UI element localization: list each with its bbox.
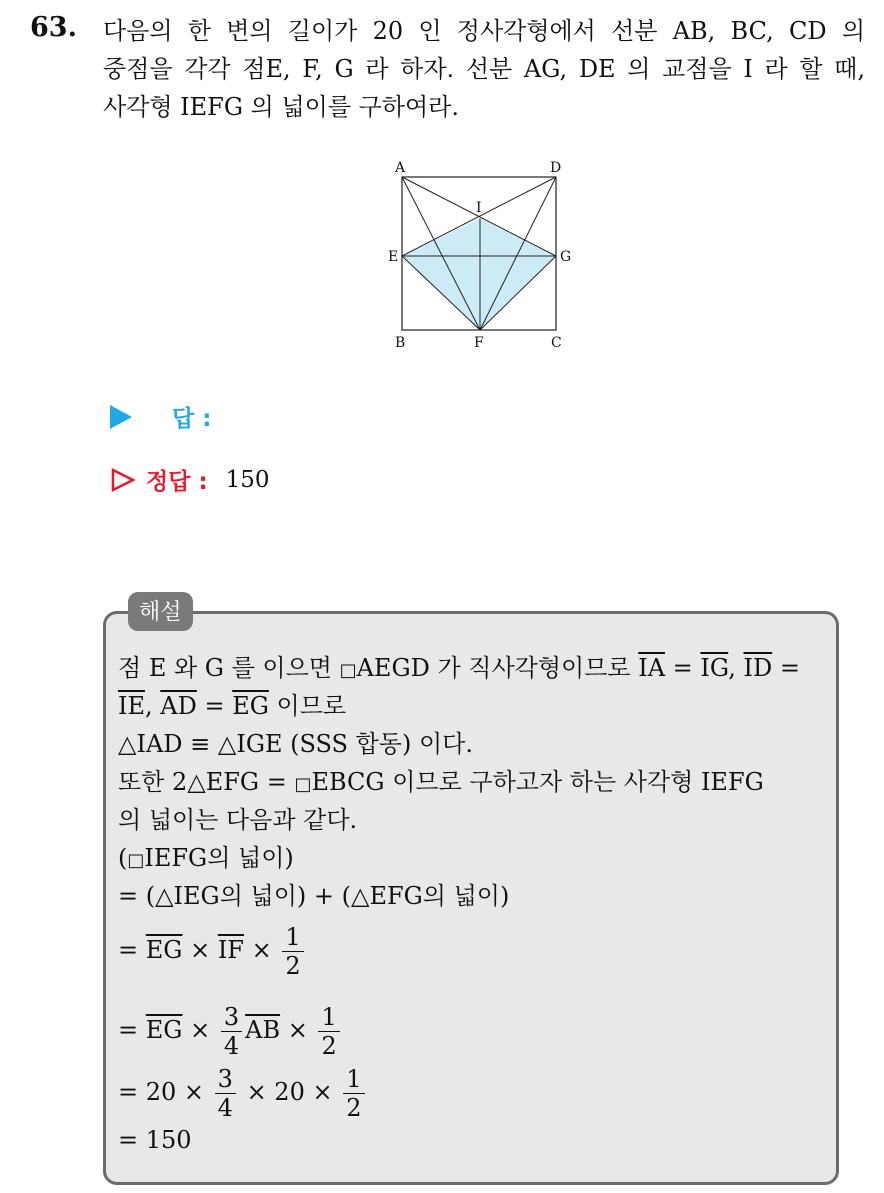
fraction-three-quarters: [221, 1003, 242, 1060]
answer-label: 답 :: [172, 406, 212, 432]
fraction-one-half: [318, 1003, 339, 1060]
solution-text: EBCG 이므로 구하고자 하는 사각형 IEFG: [311, 768, 764, 796]
square-symbol: □: [127, 850, 145, 871]
square-symbol: □: [339, 660, 357, 681]
solution-line-7: = (△IEG의 넓이) + (△EFG의 넓이): [118, 882, 510, 910]
solution-line-11: = 150: [118, 1126, 192, 1154]
fraction-one-half: [282, 923, 303, 980]
fraction-three-quarters: [215, 1065, 236, 1122]
label-f: F: [474, 335, 484, 351]
question-line-3: 사각형 IEFG 의 넓이를 구하여라.: [103, 93, 459, 121]
solution-line-2: [118, 686, 346, 721]
label-c: C: [551, 335, 562, 351]
segment-if: $\overline{IF}$: [217, 936, 244, 964]
solution-line-1: [118, 648, 800, 683]
segment-ab: $\overline{AB}$: [245, 1016, 281, 1044]
label-i: I: [476, 200, 482, 216]
solution-line-6: [118, 838, 294, 873]
segment-ia: $\overline{IA}$: [638, 654, 666, 682]
solution-text: IEFG의 넓이): [144, 844, 294, 872]
solution-line-9: [118, 1003, 343, 1060]
solution-tag: 해설: [128, 592, 193, 631]
solution-line-5: 의 넓이는 다음과 같다.: [118, 806, 358, 834]
solution-line-4: [118, 762, 764, 797]
label-b: B: [395, 335, 406, 351]
fraction-numerator: 1: [343, 1065, 364, 1094]
solution-text: 이므로: [268, 692, 347, 720]
play-triangle-icon: [110, 405, 132, 429]
fraction-numerator: 1: [282, 923, 303, 952]
fraction-one-half: [343, 1065, 364, 1122]
fraction-denominator: 2: [285, 952, 301, 980]
solution-text: ×: [182, 1016, 218, 1044]
segment-ad: $\overline{AD}$: [160, 692, 197, 720]
fraction-numerator: 3: [221, 1003, 242, 1032]
segment-ie: $\overline{IE}$: [118, 692, 145, 720]
fraction-denominator: 2: [321, 1032, 337, 1060]
solution-text: ,: [145, 692, 161, 720]
solution-text: =: [196, 692, 233, 720]
correct-answer-label: 정답 :: [146, 469, 208, 495]
answer-row: [110, 400, 229, 433]
solution-text: =: [772, 654, 800, 682]
solution-text: =: [665, 654, 701, 682]
fraction-denominator: 2: [346, 1094, 362, 1122]
solution-line-10: [118, 1065, 368, 1122]
fraction-numerator: 1: [318, 1003, 339, 1032]
solution-text: ,: [728, 654, 744, 682]
square-symbol: □: [294, 774, 312, 795]
solution-text: 또한 2△EFG =: [118, 768, 295, 796]
solution-text: 점 E 와 G 를 이으면: [118, 654, 340, 682]
correct-answer-value: 150: [225, 466, 270, 493]
question-text: [103, 12, 865, 126]
correct-answer-row: [110, 463, 270, 496]
question-line-2: 중점을 각각 점E, F, G 라 하자. 선분 AG, DE 의 교점을 I 라 할 때,: [103, 55, 865, 83]
solution-text: × 20 ×: [238, 1078, 341, 1106]
solution-text: (: [118, 844, 128, 872]
solution-text: =: [118, 1016, 146, 1044]
solution-text: ×: [182, 936, 218, 964]
fraction-denominator: 4: [223, 1032, 240, 1060]
solution-text: ×: [280, 1016, 316, 1044]
segment-eg: $\overline{EG}$: [232, 692, 269, 720]
question-number: 63.: [30, 12, 77, 43]
shaded-quadrilateral-iefg: [402, 219, 556, 331]
outline-triangle-icon: [110, 467, 136, 493]
solution-text: ×: [243, 936, 280, 964]
segment-id: $\overline{ID}$: [743, 654, 773, 682]
label-d: D: [550, 160, 562, 176]
solution-line-3: △IAD ≡ △IGE (SSS 합동) 이다.: [118, 730, 473, 758]
geometry-figure: [380, 155, 580, 355]
segment-ig: $\overline{IG}$: [700, 654, 729, 682]
solution-text: = 20 ×: [118, 1078, 212, 1106]
fraction-numerator: 3: [215, 1065, 236, 1094]
fraction-denominator: 4: [217, 1094, 233, 1122]
solution-text: AEGD 가 직사각형이므로: [356, 654, 639, 682]
label-a: A: [395, 160, 406, 176]
segment-eg: $\overline{EG}$: [145, 936, 183, 964]
solution-line-8: [118, 923, 307, 980]
solution-text: =: [118, 936, 146, 964]
segment-eg: $\overline{EG}$: [145, 1016, 183, 1044]
label-g: G: [560, 249, 572, 265]
question-line-1: 다음의 한 변의 길이가 20 인 정사각형에서 선분 AB, BC, CD 의: [103, 17, 865, 45]
label-e: E: [388, 249, 399, 265]
